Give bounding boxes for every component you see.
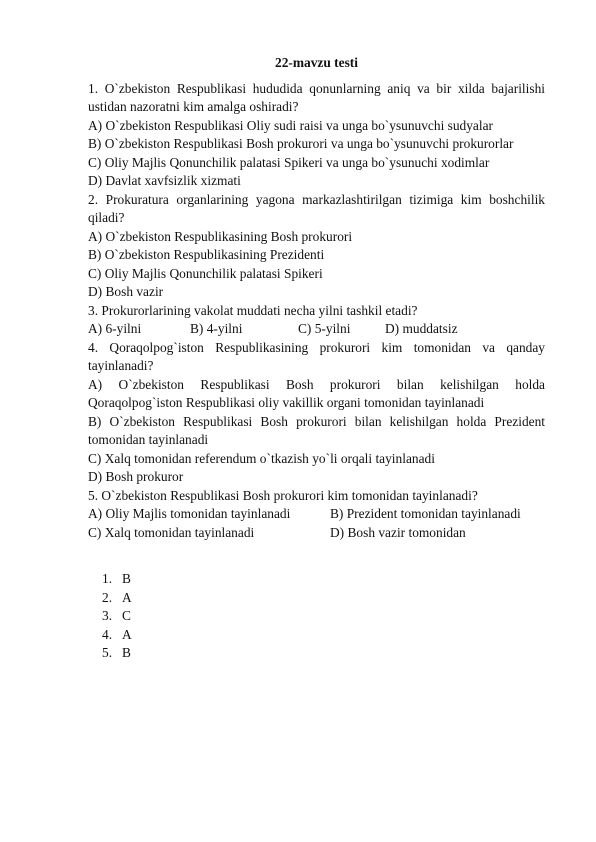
question-4 (88, 339, 545, 487)
option-a: A) 6-yilni (88, 321, 142, 336)
answer-number: 2. (102, 589, 113, 605)
answer-item (102, 626, 545, 645)
option-a: A) O`zbekiston Respublikasining Bosh prokurori (88, 228, 353, 244)
question-3 (88, 302, 545, 339)
answer-letter: A (122, 626, 132, 642)
option-a: A) Oliy Majlis tomonidan tayinlanadi (88, 506, 291, 521)
answer-item (102, 570, 545, 589)
option-c: C) Oliy Majlis Qonunchilik palatasi Spikeri (88, 265, 323, 281)
question-5 (88, 487, 545, 543)
option-c: C) Xalq tomonidan tayinlanadi (88, 524, 255, 540)
option-d: D) Davlat xavfsizlik xizmati (88, 173, 241, 188)
option-b: B) 4-yilni (190, 321, 243, 336)
option-b: B) O`zbekiston Respublikasi Bosh prokurori bilan kelishilgan holda Prezident tomonidan tayinlanadi (88, 413, 545, 447)
option-c: C) 5-yilni (298, 321, 351, 336)
test-content (88, 54, 545, 663)
question-text: 5. O`zbekiston Respublikasi Bosh prokurori kim tomonidan tayinlanadi? (88, 487, 478, 503)
answer-letter: B (122, 645, 131, 660)
question-text: 2. Prokuratura organlarining yagona markazlashtirilgan tizimiga kim boshchilik qiladi? (88, 191, 545, 225)
option-d: D) Bosh vazir (88, 284, 164, 299)
question-text: 3. Prokurorlarining vakolat muddati necha yilni tashkil etadi? (88, 302, 418, 318)
option-b: B) Prezident tomonidan tayinlanadi (330, 506, 521, 521)
answer-item (102, 607, 545, 626)
option-c: C) Oliy Majlis Qonunchilik palatasi Spikeri va unga bo`ysunuchi xodimlar (88, 154, 490, 170)
option-a: A) O`zbekiston Respublikasi Bosh prokurori bilan kelishilgan holda Qoraqolpog`iston Respublikasi oliy vakillik organi tomonidan tayinlanadi (88, 376, 545, 410)
option-b: B) O`zbekiston Respublikasining Prezidenti (88, 247, 325, 262)
option-d: D) muddatsiz (385, 321, 458, 336)
options-row (88, 524, 545, 543)
question-1 (88, 80, 545, 191)
question-2 (88, 191, 545, 302)
question-text: 1. O`zbekiston Respublikasi hududida qonunlarning aniq va bir xilda bajarilishi ustidan nazoratni kim amalga oshiradi? (88, 80, 545, 114)
options-row (88, 320, 545, 339)
answer-number: 5. (102, 645, 113, 660)
option-c: C) Xalq tomonidan referendum o`tkazish yo`li orqali tayinlanadi (88, 450, 435, 466)
option-d: D) Bosh vazir tomonidan (330, 524, 466, 540)
option-d: D) Bosh prokuror (88, 469, 184, 484)
answer-letter: A (122, 589, 132, 605)
answer-key (88, 570, 545, 663)
answer-number: 4. (102, 626, 113, 642)
answer-letter: C (122, 608, 131, 623)
option-a: A) O`zbekiston Respublikasi Oliy sudi raisi va unga bo`ysunuvchi sudyalar (88, 117, 494, 133)
question-text: 4. Qoraqolpog`iston Respublikasining prokurori kim tomonidan va qanday tayinlanadi? (88, 339, 545, 373)
options-row (88, 505, 545, 524)
answer-item (102, 589, 545, 608)
page-title: 22-mavzu testi (275, 55, 358, 70)
option-b: B) O`zbekiston Respublikasi Bosh prokurori va unga bo`ysunuvchi prokurorlar (88, 136, 514, 151)
answer-letter: B (122, 571, 131, 586)
answer-number: 1. (102, 571, 113, 586)
answer-number: 3. (102, 608, 113, 623)
answer-item (102, 644, 545, 663)
